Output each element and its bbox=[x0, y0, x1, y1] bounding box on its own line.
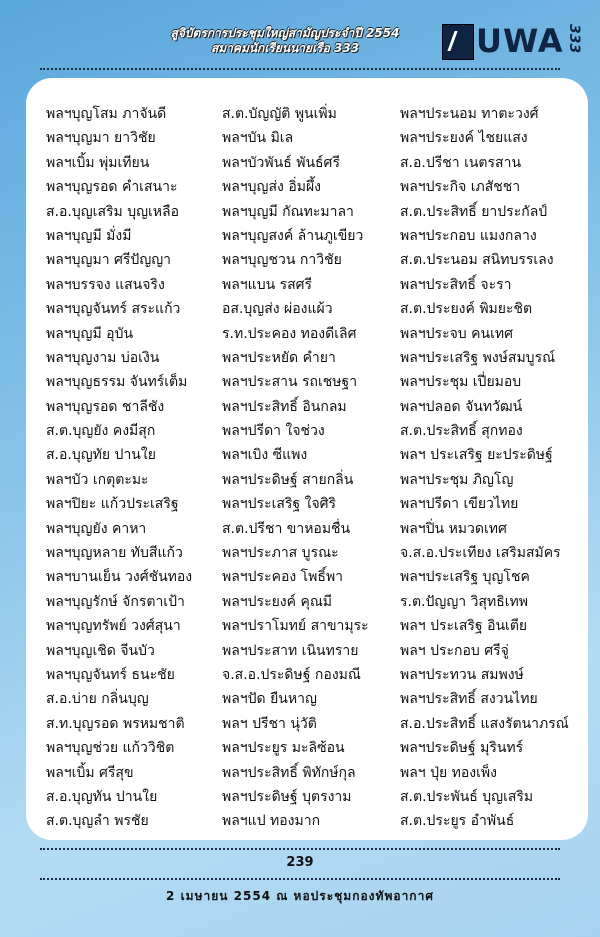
name-entry: พลฯประสิทธิ์ อินกลม bbox=[222, 398, 347, 415]
name-entry: พลฯแบน รสศรี bbox=[222, 276, 313, 293]
name-entry: พลฯปิยะ แก้วประเสริฐ bbox=[46, 496, 179, 513]
name-entry: พลฯบุญเชิด จีนบัว bbox=[46, 642, 155, 659]
header-divider bbox=[40, 68, 560, 70]
name-entry: อส.บุญส่ง ผ่องแผ้ว bbox=[222, 301, 333, 318]
name-entry: พลฯบุญยัง คาหา bbox=[46, 520, 147, 537]
footer-divider-top bbox=[40, 848, 560, 850]
name-entry: พลฯประสิทธิ์ พิทักษ์กุล bbox=[222, 764, 356, 781]
name-entry: พลฯประยงค์ คุณมี bbox=[222, 593, 333, 610]
logo-text: UWA bbox=[476, 22, 564, 60]
uwa-logo bbox=[442, 24, 592, 60]
name-entry: พลฯประกอบ แมงกลาง bbox=[400, 227, 537, 244]
name-entry: พลฯประทวน สมพงษ์ bbox=[400, 666, 524, 683]
page-number: 239 bbox=[286, 855, 314, 870]
name-entry: พลฯประเสริฐ บุญโชค bbox=[400, 569, 530, 586]
name-entry: พลฯประนอม ทาตะวงศ์ bbox=[400, 106, 539, 122]
name-entry: ส.อ.บุญเสริม บุญเหลือ bbox=[46, 203, 180, 220]
name-entry: พลฯปัด ยืนหาญ bbox=[222, 691, 317, 708]
name-entry: พลฯ ประเสริฐ ยะประดิษฐ์ bbox=[400, 447, 553, 464]
name-entry: ส.ต.ประนอม สนิทบรรเลง bbox=[400, 252, 554, 269]
name-entry: ส.ต.ประสิทธิ์ สุกทอง bbox=[400, 423, 523, 440]
name-entry: พลฯปิ่น หมวดเทศ bbox=[400, 520, 507, 537]
name-entry: พลฯประกิจ เภสัชชา bbox=[400, 179, 521, 196]
name-entry: ส.อ.ปรีชา เนตรสาน bbox=[400, 154, 522, 171]
header-title bbox=[150, 26, 420, 56]
name-entry: พลฯประดิษฐ์ มุรินทร์ bbox=[400, 740, 524, 757]
name-entry: พลฯประชุม ภิญโญ bbox=[400, 471, 514, 488]
name-entry: พลฯปลอด จันทวัฒน์ bbox=[400, 398, 523, 415]
name-entry: พลฯบุญโสม ภาจันดี bbox=[46, 106, 167, 122]
footer-date: 2 เมษายน 2554 ณ หอประชุมกองทัพอากาศ bbox=[166, 889, 434, 903]
names-column-3 bbox=[400, 102, 569, 834]
name-entry: ส.ต.บุญยัง คงมีสุก bbox=[46, 423, 156, 440]
name-entry: พลฯประชุม เปี่ยมอบ bbox=[400, 374, 522, 391]
name-entry: ส.ต.บัญญัติ พูนเพิ่ม bbox=[222, 106, 337, 122]
name-entry: พลฯประสาน รถเชษฐา bbox=[222, 374, 358, 391]
logo-emblem-icon bbox=[442, 24, 474, 60]
name-entry: พลฯปราโมทย์ สาขามุระ bbox=[222, 618, 369, 635]
name-entry: พลฯบุญช่วย แก้ววิชิต bbox=[46, 740, 175, 757]
name-entry: พลฯบัน มิเล bbox=[222, 130, 294, 147]
page-header bbox=[0, 0, 600, 72]
name-entry: พลฯบัวพันธ์ พันธ์ศรี bbox=[222, 154, 340, 171]
logo-number: 333 bbox=[566, 24, 582, 54]
name-entry: พลฯ ปุ่ย ทองเพ็ง bbox=[400, 764, 497, 781]
name-entry: พลฯประยูร มะลิซ้อน bbox=[222, 740, 345, 757]
name-entry: พลฯ ประกอบ ศรีจู่ bbox=[400, 642, 509, 659]
name-entry: ส.อ.ประสิทธิ์ แสงรัตนาภรณ์ bbox=[400, 715, 569, 732]
name-entry: ส.อ.บ่าย กลิ่นบุญ bbox=[46, 691, 149, 708]
name-entry: ส.อ.บุญทัน ปานใย bbox=[46, 788, 158, 805]
name-entry: ส.ต.ประพันธ์ บุญเสริม bbox=[400, 788, 534, 805]
names-column-2 bbox=[222, 102, 369, 834]
name-entry: พลฯประสิทธิ์ สงวนไทย bbox=[400, 691, 538, 708]
name-entry: พลฯบุญชวน กาวิชัย bbox=[222, 252, 342, 269]
name-entry: พลฯบุญมี อุบัน bbox=[46, 325, 134, 342]
name-entry: พลฯเบิ้ม ศรีสุข bbox=[46, 764, 134, 781]
name-entry: พลฯประสิทธิ์ จะรา bbox=[400, 276, 512, 293]
name-entry: ร.ต.ปัญญา วิสุทธิเทพ bbox=[400, 593, 528, 610]
name-entry: จ.ส.อ.ประดิษฐ์ กองมณี bbox=[222, 666, 361, 683]
name-entry: พลฯบุญมี มั่งมี bbox=[46, 227, 132, 244]
footer-divider-bottom bbox=[40, 878, 560, 880]
name-entry: ส.ต.ประสิทธิ์ ยาประกัลป์ bbox=[400, 203, 548, 220]
name-entry: พลฯบุญหลาย ทับสีแก้ว bbox=[46, 545, 183, 562]
name-entry: พลฯบุญรอด คำเสนาะ bbox=[46, 179, 178, 196]
name-entry: พลฯบัว เกตุตะมะ bbox=[46, 471, 149, 488]
name-entry: พลฯบุญมา ยาวิชัย bbox=[46, 130, 156, 147]
name-entry: พลฯบุญส่ง อิ่มผึ้ง bbox=[222, 179, 321, 196]
header-title-line1: สูจิบัตรการประชุมใหญ่สามัญประจำปี 2554 bbox=[170, 26, 400, 40]
name-entry: พลฯประจบ คนเทศ bbox=[400, 325, 513, 342]
name-entry: พลฯบุญรอด ชาลีชัง bbox=[46, 398, 165, 415]
name-entry: พลฯเบิง ซีแพง bbox=[222, 447, 308, 464]
name-entry: พลฯประดิษฐ์ สายกลิ่น bbox=[222, 471, 354, 488]
name-entry: พลฯบุญจันทร์ สระแก้ว bbox=[46, 301, 181, 318]
name-entry: พลฯบุญทรัพย์ วงศ์สุนา bbox=[46, 618, 181, 635]
name-entry: พลฯ ประเสริฐ อินเตีย bbox=[400, 618, 528, 635]
name-entry: พลฯเบิ้ม พุ่มเทียน bbox=[46, 154, 150, 171]
name-entry: พลฯประสาท เนินทราย bbox=[222, 642, 359, 659]
name-entry: ส.อ.บุญทัย ปานใย bbox=[46, 447, 156, 464]
names-card bbox=[26, 78, 588, 840]
header-title-line2: สมาคมนักเรียนนายเรือ 333 bbox=[210, 41, 360, 55]
name-entry: พลฯ ปรีชา นุ่วัติ bbox=[222, 715, 317, 732]
name-entry: พลฯบุญธรรม จันทร์เต็ม bbox=[46, 374, 188, 391]
name-entry: พลฯประดิษฐ์ บุตรงาม bbox=[222, 788, 352, 805]
name-entry: ส.ต.ปรีชา ขาหอมชื่น bbox=[222, 520, 351, 537]
name-entry: ส.ต.ประยงค์ พิมยะชิต bbox=[400, 301, 533, 318]
name-entry: พลฯบุญสงค์ ล้านภูเขียว bbox=[222, 227, 364, 244]
name-entry: พลฯบุญมี กัณทะมาลา bbox=[222, 203, 354, 220]
name-entry: พลฯบรรจง แสนจริง bbox=[46, 276, 165, 293]
name-entry: พลฯบุญงาม บ่อเงิน bbox=[46, 349, 160, 366]
name-entry: พลฯบุญจันทร์ ธนะชัย bbox=[46, 666, 175, 683]
name-entry: พลฯบุญมา ศรีปัญญา bbox=[46, 252, 172, 269]
name-entry: พลฯบุญรักษ์ จักรตาเป้า bbox=[46, 593, 185, 610]
names-column-1 bbox=[46, 102, 192, 834]
name-entry: พลฯประหยัด คำยา bbox=[222, 349, 336, 366]
name-entry: ส.ต.บุญลำ พรชัย bbox=[46, 813, 149, 830]
name-entry: จ.ส.อ.ประเทียง เสริมสมัคร bbox=[400, 545, 561, 562]
name-entry: พลฯประเสริฐ พงษ์สมบูรณ์ bbox=[400, 349, 556, 366]
name-entry: ส.ต.ประยูร อำพันธ์ bbox=[400, 813, 515, 830]
name-entry: พลฯปรีดา เขียวไทย bbox=[400, 496, 519, 513]
name-entry: ส.ท.บุญรอด พรหมชาติ bbox=[46, 715, 185, 732]
name-entry: ร.ท.ประคอง ทองดีเลิศ bbox=[222, 325, 357, 342]
name-entry: พลฯประภาส บูรณะ bbox=[222, 545, 339, 562]
name-entry: พลฯประเสริฐ ใจศิริ bbox=[222, 496, 337, 513]
name-entry: พลฯประยงค์ ไชยแสง bbox=[400, 130, 528, 147]
name-entry: พลฯปรีดา ใจช่วง bbox=[222, 423, 325, 440]
name-entry: พลฯบานเย็น วงศ์ชันทอง bbox=[46, 569, 193, 586]
name-entry: พลฯประคอง โพธิ์พา bbox=[222, 569, 344, 586]
name-entry: พลฯแป ทองมาก bbox=[222, 813, 321, 830]
